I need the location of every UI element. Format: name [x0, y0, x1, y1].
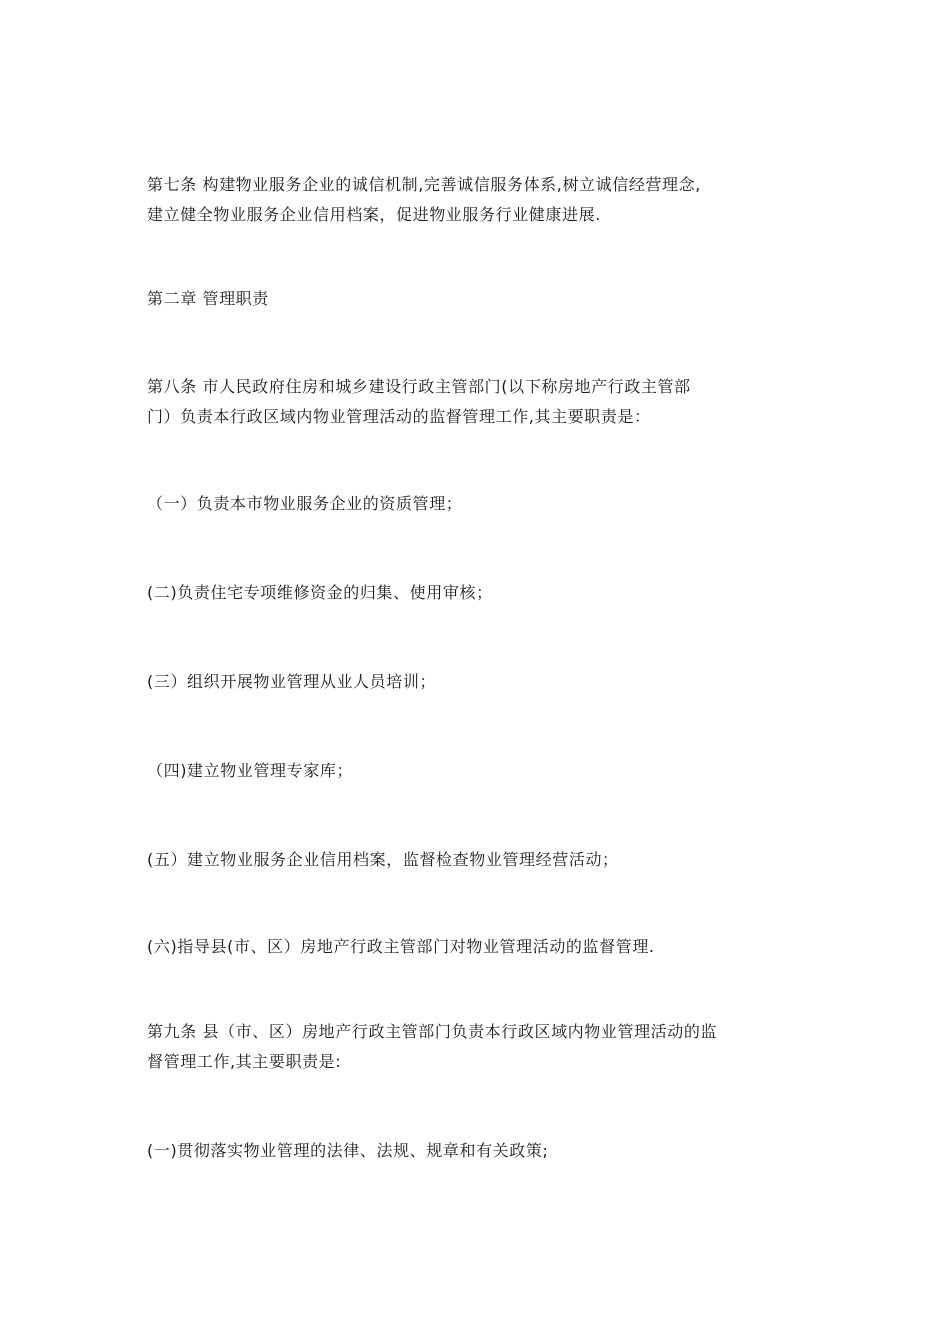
chapter-2-heading — [147, 284, 812, 314]
text-line: 第二章 管理职责 — [147, 289, 269, 308]
article-9-item-1 — [147, 1136, 812, 1166]
text-line: (二)负责住宅专项维修资金的归集、使用审核； — [147, 583, 493, 602]
text-line: (六)指导县(市、区）房地产行政主管部门对物业管理活动的监督管理. — [147, 937, 655, 956]
article-8-item-1 — [147, 489, 812, 519]
article-7-paragraph — [147, 170, 812, 230]
article-9-paragraph — [147, 1017, 812, 1077]
article-8-item-3 — [147, 667, 812, 697]
text-line: (三）组织开展物业管理从业人员培训； — [147, 672, 437, 691]
article-8-item-2 — [147, 578, 812, 608]
text-line: 第七条 构建物业服务企业的诚信机制,完善诚信服务体系,树立诚信经营理念, — [147, 175, 701, 194]
article-8-item-6 — [147, 932, 812, 962]
text-line: （一）负责本市物业服务企业的资质管理； — [147, 494, 463, 513]
text-line: 督管理工作,其主要职责是: — [147, 1052, 342, 1071]
article-8-item-4 — [147, 756, 812, 786]
text-line: (一)贯彻落实物业管理的法律、法规、规章和有关政策; — [147, 1141, 549, 1160]
article-8-item-5 — [147, 845, 812, 875]
text-line: (五）建立物业服务企业信用档案，监督检查物业管理经营活动； — [147, 850, 619, 869]
text-line: 第九条 县（市、区）房地产行政主管部门负责本行政区域内物业管理活动的监 — [147, 1022, 718, 1041]
text-line: 门）负责本行政区域内物业管理活动的监督管理工作,其主要职责是： — [147, 407, 651, 426]
article-8-paragraph — [147, 372, 812, 432]
text-line: 第八条 市人民政府住房和城乡建设行政主管部门(以下称房地产行政主管部 — [147, 377, 691, 396]
text-line: 建立健全物业服务企业信用档案，促进物业服务行业健康进展. — [147, 205, 601, 224]
text-line: （四)建立物业管理专家库； — [147, 761, 354, 780]
